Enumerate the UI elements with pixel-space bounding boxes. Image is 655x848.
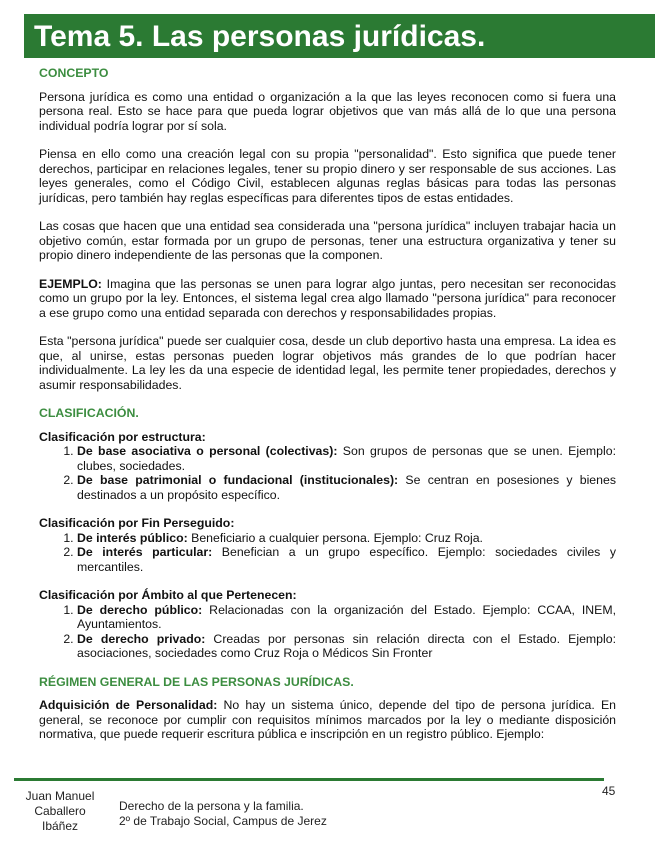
paragraph-label: Adquisición de Personalidad: [39, 698, 218, 712]
classification-list [39, 603, 616, 661]
paragraph: Las cosas que hacen que una entidad sea considerada una "persona jurídica" incluyen trabajar hacia un objetivo común, estar formada por un grupo de personas, tener una estructura organizativa y tener su propio dinero independiente de las personas que la componen. [39, 219, 616, 262]
course-line: 2º de Trabajo Social, Campus de Jerez [119, 814, 327, 828]
list-item-term: De interés público: [77, 530, 188, 545]
classification-list [39, 531, 616, 575]
list-item-term: De derecho privado: [77, 631, 206, 646]
list-item-text: Se centran en posesiones y bienes destinados a un propósito específico. [77, 473, 616, 502]
list-item-term: De derecho público: [77, 602, 203, 617]
list-item-text: Creadas por personas sin relación directa con el Estado. Ejemplo: asociaciones, sociedades como Cruz Roja o Médicos Sin Fronter [77, 631, 616, 660]
document-body [39, 66, 616, 756]
list-item [77, 531, 616, 546]
list-item-term: De base asociativa o personal (colectivas): [77, 444, 338, 458]
list-item-term: De interés particular: [77, 545, 213, 559]
example-label: EJEMPLO: [39, 276, 102, 291]
list-item-text: Son grupos de personas que se unen. Ejemplo: clubes, sociedades. [77, 444, 616, 473]
author-line: Ibáñez [41, 819, 79, 833]
paragraph: Esta "persona jurídica" puede ser cualquier cosa, desde un club deportivo hasta una empresa. La idea es que, al unirse, estas personas pueden lograr objetivos más grandes de lo que podrían hacer individualmente. La ley les da una especie de identidad legal, les permite tener propiedades, derechos y asumir responsabilidades. [39, 334, 616, 392]
author-line: Juan Manuel [25, 789, 95, 803]
example-text: Imagina que las personas se unen para lograr algo juntas, pero necesitan ser reconocidas como un grupo por la ley. Entonces, el sistema legal crea algo llamado "persona jurídica" para reconocer a ese grupo como una entidad separada con derechos y responsabilidades propias. [39, 276, 616, 320]
classification-list [39, 444, 616, 502]
list-item-text: Beneficiario a cualquier persona. Ejemplo: Cruz Roja. [187, 530, 483, 545]
section-heading-regimen: RÉGIMEN GENERAL DE LAS PERSONAS JURÍDICAS. [39, 674, 354, 689]
section-heading-clasificacion: CLASIFICACIÓN. [39, 406, 139, 420]
classification-title: Clasificación por Fin Perseguido: [39, 516, 235, 530]
list-item [77, 473, 616, 502]
footer-author [14, 789, 106, 834]
title-bar [24, 14, 655, 58]
list-item [77, 632, 616, 661]
list-item-text: Benefician a un grupo específico. Ejemplo: sociedades civiles y mercantiles. [77, 545, 616, 574]
classification-title: Clasificación por estructura: [39, 429, 206, 444]
footer-course [119, 799, 327, 829]
page-number: 45 [602, 784, 616, 798]
page-title: Tema 5. Las personas jurídicas. [34, 20, 486, 53]
author-line: Caballero [34, 804, 86, 818]
paragraph [39, 698, 616, 742]
paragraph: Persona jurídica es como una entidad o organización a la que las leyes reconocen como si fuera una persona real. Esto se hace para que pueda lograr objetivos que van más allá de lo que una persona individual podría lograr por sí sola. [39, 89, 616, 133]
course-line: Derecho de la persona y la familia. [119, 799, 304, 813]
example-paragraph [39, 277, 616, 321]
classification-title: Clasificación por Ámbito al que Pertenecen: [39, 588, 297, 602]
section-heading-concepto: CONCEPTO [39, 66, 109, 80]
footer-divider [14, 778, 604, 781]
paragraph-text: No hay un sistema único, depende del tipo de persona jurídica. En general, se reconoce por cumplir con requisitos mínimos marcados por la ley o mediante disposición normativa, que puede requerir escritura pública e inscripción en un registro público. Ejemplo: [39, 698, 616, 741]
list-item-term: De base patrimonial o fundacional (institucionales): [77, 473, 399, 487]
list-item [77, 603, 616, 632]
list-item [77, 444, 616, 473]
list-item [77, 545, 616, 574]
list-item-text: Relacionadas con la organización del Estado. Ejemplo: CCAA, INEM, Ayuntamientos. [77, 602, 616, 631]
paragraph: Piensa en ello como una creación legal con su propia "personalidad". Esto significa que puede tener derechos, participar en relaciones legales, tener su propio dinero y ser responsable de sus acciones. Las leyes generales, como el Código Civil, establecen algunas reglas básicas para todas las personas jurídicas, pero también hay reglas específicas para diferentes tipos de estas entidades. [39, 147, 616, 205]
